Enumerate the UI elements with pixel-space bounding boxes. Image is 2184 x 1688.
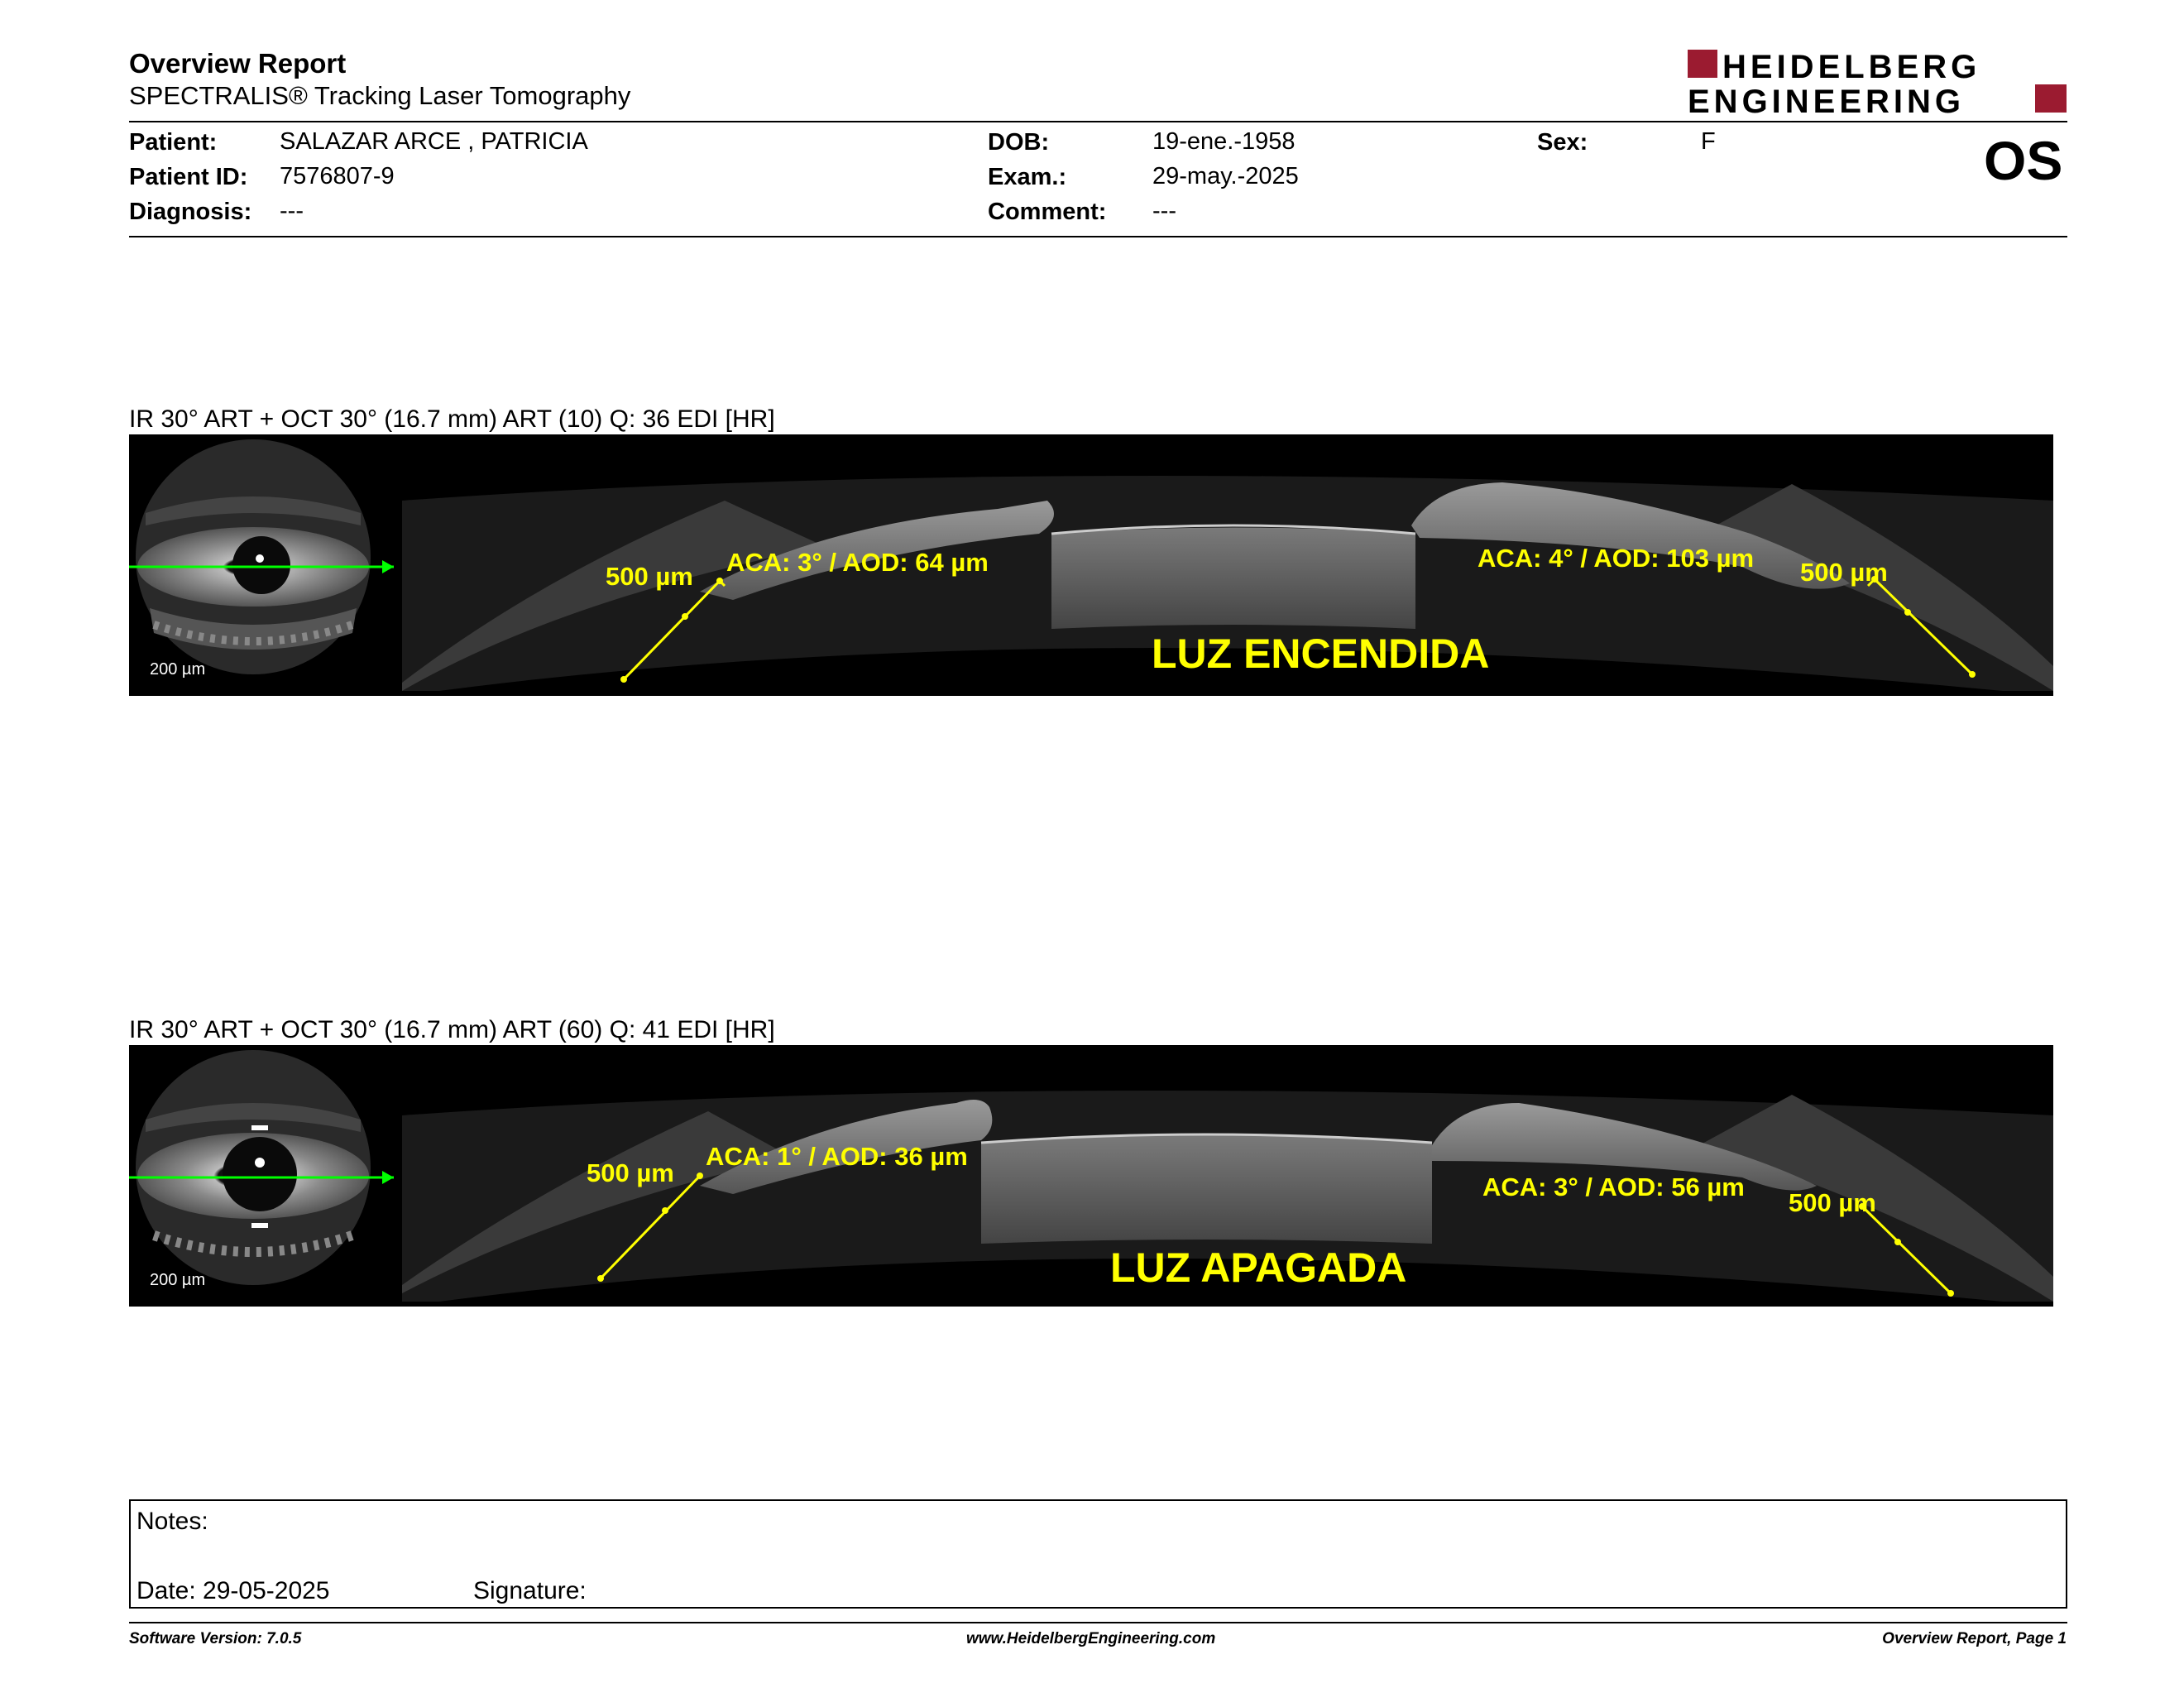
date-label: Date: 29-05-2025 — [136, 1577, 330, 1604]
fundus-scale-label: 200 µm — [150, 1271, 206, 1289]
right-angle-measure: ACA: 4° / AOD: 103 µm — [1478, 544, 1755, 573]
right-distance-label: 500 µm — [1800, 558, 1888, 587]
right-distance-label: 500 µm — [1789, 1188, 1876, 1217]
exam-value: 29-may.-2025 — [1152, 163, 1299, 189]
patient-name: SALAZAR ARCE , PATRICIA — [280, 128, 588, 155]
page-indicator: Overview Report, Page 1 — [1882, 1630, 2067, 1647]
dob-value: 19-ene.-1958 — [1152, 128, 1296, 155]
left-distance-label: 500 µm — [587, 1158, 674, 1187]
left-angle-measure: ACA: 3° / AOD: 64 µm — [726, 548, 989, 577]
scan-caption-1: IR 30° ART + OCT 30° (16.7 mm) ART (10) Q: 36 EDI [HR] — [129, 405, 775, 433]
scan-direction-arrow — [382, 560, 394, 573]
footer-divider — [129, 1622, 2067, 1623]
sex-label: Sex: — [1537, 129, 1588, 156]
sex-value: F — [1701, 128, 1716, 155]
logo-square-top — [1688, 50, 1717, 78]
report-subtitle: SPECTRALIS® Tracking Laser Tomography — [129, 81, 631, 110]
scan-condition-label: LUZ APAGADA — [1110, 1244, 1407, 1291]
website-link[interactable]: www.HeidelbergEngineering.com — [966, 1630, 1216, 1647]
fundus-scale-label: 200 µm — [150, 660, 206, 679]
left-angle-measure: ACA: 1° / AOD: 36 µm — [706, 1142, 968, 1171]
scan-condition-label: LUZ ENCENDIDA — [1152, 631, 1490, 677]
eye-laterality: OS — [1984, 130, 2063, 191]
exam-label: Exam.: — [988, 164, 1067, 190]
patient-id: 7576807-9 — [280, 163, 395, 189]
scan-direction-arrow — [382, 1171, 394, 1184]
report-title: Overview Report — [129, 48, 347, 79]
comment-label: Comment: — [988, 199, 1107, 225]
fundus-image — [136, 1050, 371, 1285]
header-divider-bottom — [129, 236, 2067, 237]
logo-square-bottom — [2035, 84, 2067, 113]
header-divider-top — [129, 121, 2067, 122]
left-distance-label: 500 µm — [606, 562, 693, 591]
diagnosis-value: --- — [280, 198, 304, 224]
oct-scan-panel-1 — [129, 434, 2053, 696]
dob-label: DOB: — [988, 129, 1050, 156]
logo-line1: HEIDELBERG — [1722, 49, 1981, 85]
heidelberg-logo — [1688, 46, 2068, 116]
scan-caption-2: IR 30° ART + OCT 30° (16.7 mm) ART (60) Q: 41 EDI [HR] — [129, 1016, 775, 1043]
patient-id-label: Patient ID: — [129, 164, 248, 190]
patient-name-label: Patient: — [129, 129, 218, 156]
notes-box — [129, 1499, 2067, 1609]
diagnosis-label: Diagnosis: — [129, 199, 252, 225]
fundus-image — [136, 439, 371, 674]
oct-scan-panel-2 — [129, 1045, 2053, 1307]
right-angle-measure: ACA: 3° / AOD: 56 µm — [1482, 1172, 1745, 1201]
signature-label: Signature: — [473, 1577, 587, 1604]
notes-label: Notes: — [136, 1508, 208, 1535]
software-version: Software Version: 7.0.5 — [129, 1630, 302, 1647]
logo-line2: ENGINEERING — [1688, 84, 1966, 116]
comment-value: --- — [1152, 198, 1176, 224]
